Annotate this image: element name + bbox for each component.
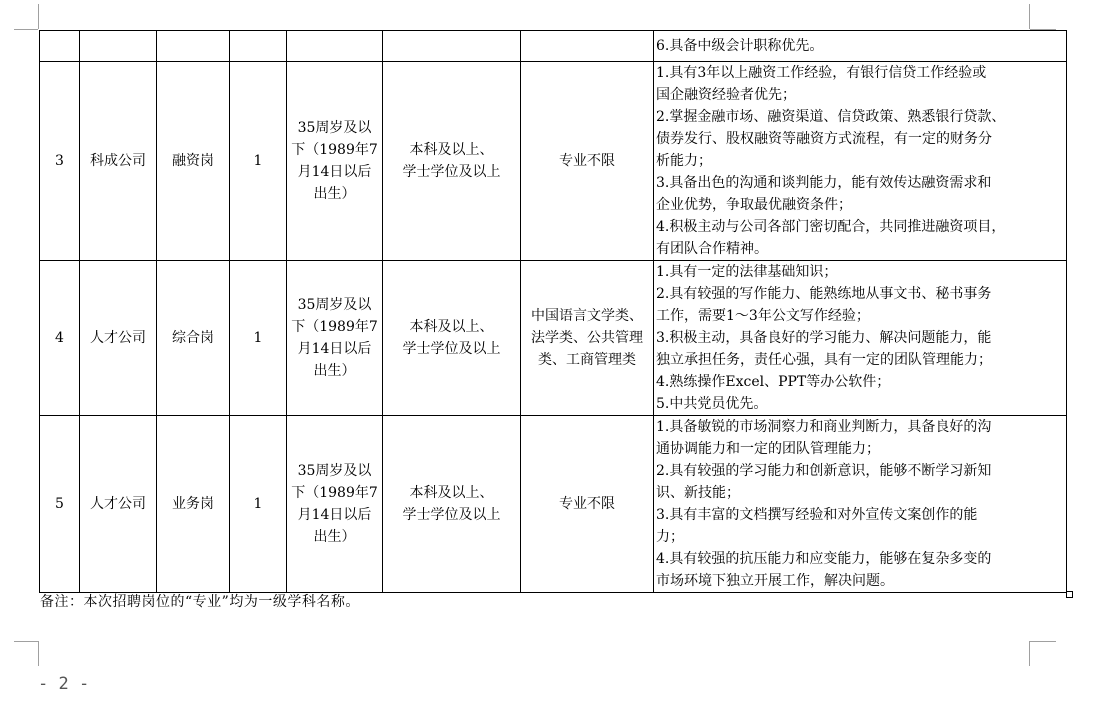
major-cell: 专业不限 xyxy=(521,62,654,261)
major-cell: 中国语言文学类、 法学类、公共管理 类、工商管理类 xyxy=(521,261,654,416)
requirements-cell: 1.具备敏锐的市场洞察力和商业判断力，具备良好的沟 通协调能力和一定的团队管理能力； 2.具有较强的学习能力和创新意识，能够不断学习新知 识、新技能； 3.具有丰富的文档撰写经验和对外宣传文案创作的能 力； 4.具有较强的抗压能力和应变能力，能够在复杂多变的 市场环境下独立开展工作，解决问题。 xyxy=(654,416,1067,593)
post-cell: 业务岗 xyxy=(157,416,230,593)
page-number: - 2 - xyxy=(38,674,90,694)
post-cell: 融资岗 xyxy=(157,62,230,261)
education-cell: 本科及以上、 学士学位及以上 xyxy=(383,416,521,593)
crop-mark-top-right xyxy=(1029,4,1030,29)
company-cell: 人才公司 xyxy=(80,261,157,416)
education-cell xyxy=(383,31,521,62)
company-cell: 人才公司 xyxy=(80,416,157,593)
age-cell xyxy=(287,31,383,62)
crop-mark-bottom-right xyxy=(1029,641,1030,666)
major-cell xyxy=(521,31,654,62)
age-cell: 35周岁及以 下（1989年7 月14日以后 出生） xyxy=(287,62,383,261)
requirements-cell: 1.具有3年以上融资工作经验，有银行信贷工作经验或 国企融资经验者优先； 2.掌握金融市场、融资渠道、信贷政策、熟悉银行贷款、 债券发行、股权融资等融资方式流程，有一定的财务分 析能力； 3.具备出色的沟通和谈判能力，能有效传达融资需求和 企业优势，争取最优融资条件； 4.积极主动与公司各部门密切配合，共同推进融资项目， 有团队合作精神。 xyxy=(654,62,1067,261)
table-note: 备注：本次招聘岗位的“专业”均为一级学科名称。 xyxy=(40,594,360,610)
education-cell: 本科及以上、 学士学位及以上 xyxy=(383,62,521,261)
table-row xyxy=(40,416,1067,593)
no-cell: 5 xyxy=(40,416,80,593)
table-row xyxy=(40,261,1067,416)
requirement-line: 6.具备中级会计职称优先。 xyxy=(656,38,824,54)
requirements-cell xyxy=(654,31,1067,62)
count-cell xyxy=(230,31,287,62)
post-cell xyxy=(157,31,230,62)
no-cell: 3 xyxy=(40,62,80,261)
post-cell: 综合岗 xyxy=(157,261,230,416)
company-cell: 科成公司 xyxy=(80,62,157,261)
count-cell: 1 xyxy=(230,416,287,593)
table-row xyxy=(40,31,1067,62)
count-cell: 1 xyxy=(230,261,287,416)
crop-mark-top-left xyxy=(38,4,39,29)
major-cell: 专业不限 xyxy=(521,416,654,593)
recruitment-table xyxy=(39,30,1067,593)
count-cell: 1 xyxy=(230,62,287,261)
no-cell: 4 xyxy=(40,261,80,416)
crop-mark-bottom-left xyxy=(38,641,39,666)
company-cell xyxy=(80,31,157,62)
crop-mark-top-left-h xyxy=(14,29,38,30)
no-cell xyxy=(40,31,80,62)
crop-mark-bottom-left-h xyxy=(14,641,38,642)
table-row xyxy=(40,62,1067,261)
age-cell: 35周岁及以 下（1989年7 月14日以后 出生） xyxy=(287,261,383,416)
requirements-cell: 1.具有一定的法律基础知识； 2.具有较强的写作能力、能熟练地从事文书、秘书事务 工作，需要1～3年公文写作经验； 3.积极主动，具备良好的学习能力、解决问题能力，能 独立承担任务，责任心强，具有一定的团队管理能力； 4.熟练操作Excel、PPT等办公软件； 5.中共党员优先。 xyxy=(654,261,1067,416)
age-cell: 35周岁及以 下（1989年7 月14日以后 出生） xyxy=(287,416,383,593)
table-resize-handle[interactable] xyxy=(1066,591,1073,598)
crop-mark-bottom-right-h xyxy=(1030,641,1056,642)
education-cell: 本科及以上、 学士学位及以上 xyxy=(383,261,521,416)
